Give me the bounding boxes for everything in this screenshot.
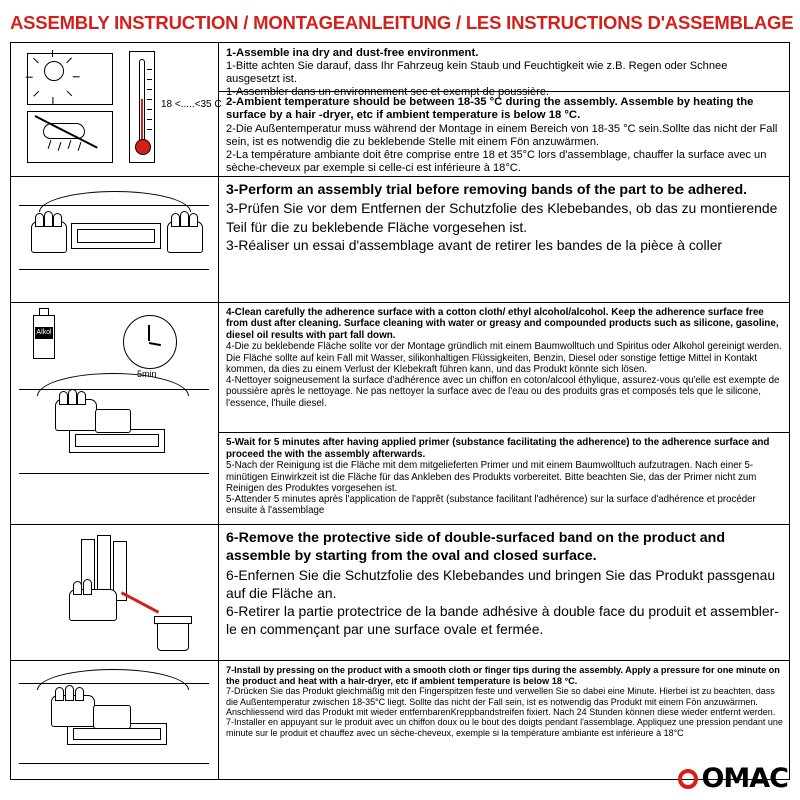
- sun-icon: [44, 61, 64, 81]
- illustration-assembly-trial: [11, 177, 219, 302]
- step-3-text: 3-Perform an assembly trial before removing bands of the part to be adhered. 3-Prüfen Sie vor dem Entfernen der Schutzfolie des Klebebandes, ob das zu montierende Teil für die zu beklebende Fläche vorgesehen ist. 3-Réaliser un essai d'assemblage avant de retirer les bandes de la pièce à coller: [226, 182, 778, 253]
- clock-label: 5min: [137, 369, 157, 379]
- brand-logo: [678, 763, 788, 794]
- step-2-text: 2-Ambient temperature should be between 18-35 °C during the assembly. Assemble by heating the surface by a hair -dryer, etc if ambient temperature is below 18 °C. 2-Die Außentemperatur muss während der Montage in einem Bereich von 18-35 °C sein.Sollte das nicht der Fall sein, ist es notwendig die zu beklebende Stelle mit einem Fön anzuwärmen. 2-La température ambiante doit être comprise entre 18 et 35°C lors d'assemblage, chauffer la surface avec un sèche-cheveux par exemple si celle-ci est inférieure à 18°C.: [219, 91, 789, 179]
- logo-text: OMAC: [701, 763, 788, 794]
- table-row: [11, 661, 789, 779]
- table-row: [11, 525, 789, 661]
- sun-ray-icon: [52, 50, 53, 57]
- thermometer-fill: [141, 99, 143, 141]
- temperature-range-label: 18 <.....<35 C: [161, 99, 222, 110]
- illustration-press-product: [11, 661, 219, 779]
- sun-ray-icon: [26, 76, 33, 77]
- bottle-label: Alkol: [35, 327, 53, 339]
- page-title: ASSEMBLY INSTRUCTION / MONTAGEANLEITUNG / LES INSTRUCTIONS D'ASSEMBLAGE: [10, 12, 794, 33]
- thermometer-bulb-icon: [135, 139, 151, 155]
- step-4-text: 4-Clean carefully the adherence surface with a cotton cloth/ ethyl alcohol/alcohol. Keep the adherence surface free from dust after cleaning. Surface cleaning with water or greasy and compounded products such as silicone, gasoline, diesel oil results with part fall down. 4-Die zu beklebende Fläche sollte vor der Montage gründlich mit einem Baumwolltuch und Spiritus oder Alkohol gereinigt werden. Die Fläche sollte auf kein Fall mit Wasser, silikonhaltigen Flüssigkeiten, Benzin, Diesel oder sonstige fettige Mittel in Kontakt kommen, da dies zu einem Verlust der Klebekraft führen kann, und das Produkt könnte sich lösen. 4-Nettoyer soigneusement la surface d'adhérence avec un chiffon en coton/alcool éthylique, assurez-vous qu'elle est exempte de poussière après le nettoyage. Ne pas nettoyer la surface avec de l'eau ou des produits gras et composés tels que le silicone, l'essence, l'huile diesel.: [226, 307, 782, 409]
- sun-panel: [27, 53, 113, 105]
- illustration-environment: [11, 43, 222, 176]
- instruction-table: [10, 42, 790, 780]
- table-row: [11, 177, 789, 303]
- illustration-remove-protective-film: [11, 525, 219, 660]
- step-7-text: 7-Install by pressing on the product with a smooth cloth or finger tips during the assembly. Apply a pressure for one minute on the product and heat with a hair-dryer, etc if ambient temperature is below 18 °C. 7-Drücken Sie das Produkt gleichmäßig mit den Fingerspitzen feste und verwellen Sie so dabei eine Minute. Hierbei ist zu beachten, dass die Außentemperatur zwischen 18-35°C liegt. Sollte das nicht der Fall sein, ist es notwendig das Produkt mit einem Fön anzuwärmen. Anschliessend wird das Produkt mit wieder entfernbarenKreppbandstreifen fixiert. Nach 24 Stunden können diese wieder entfernt werden. 7-Installer en appuyant sur le produit avec un chiffon doux ou le bout des doigts pendant l'assemblage. Appliquez une pression pendant une minute sur le produit et chauffez avec un sèche-cheveux, exemple si la température ambiante est inférieure à 18°C: [226, 665, 783, 738]
- step-1-text: 1-Assemble ina dry and dust-free environment. 1-Bitte achten Sie darauf, dass Ihr Fahrzeug kein Staub und Feuchtigkeit wie z.B. Regen oder Schnee ausgesetzt ist. 1-Assembler dans un environnement sec et exempt de poussière.: [226, 47, 728, 99]
- omac-circle-icon: [678, 769, 698, 789]
- sun-ray-icon: [73, 76, 80, 77]
- step-5-text: 5-Wait for 5 minutes after having applied primer (substance facilitating the adherence) to the adherence surface and proceed the with the assembly afterwards. 5-Nach der Reinigung ist die Fläche mit dem mitgelieferten Primer und mit einem Baumwolltuch aufzutragen. Nach einer 5-minütigen Einwirkzeit ist die Fläche für das Ankleben des Produkts vorbereitet. Bitte beachten Sie, das der Primer nicht zum Reinigen des Produktes vorgesehen ist. 5-Attender 5 minutes après l'application de l'apprêt (substance facilitant l'adhérence) sur la surface d'adhérence et procéder ensuite à l'assemblage: [219, 432, 789, 524]
- sun-ray-icon: [52, 97, 53, 104]
- table-row: [11, 43, 789, 177]
- table-row: [11, 303, 789, 525]
- illustration-cleaning: [11, 303, 219, 524]
- step-6-text: 6-Remove the protective side of double-surfaced band on the product and assemble by starting from the oval and closed surface. 6-Enfernen Sie die Schutzfolie des Klebebandes und bringen Sie das Produkt passgenau auf die Fläche an. 6-Retirer la partie protectrice de la bande adhésive à double face du produit et assembler-le en commençant par une surface ovale et fermée.: [226, 530, 779, 638]
